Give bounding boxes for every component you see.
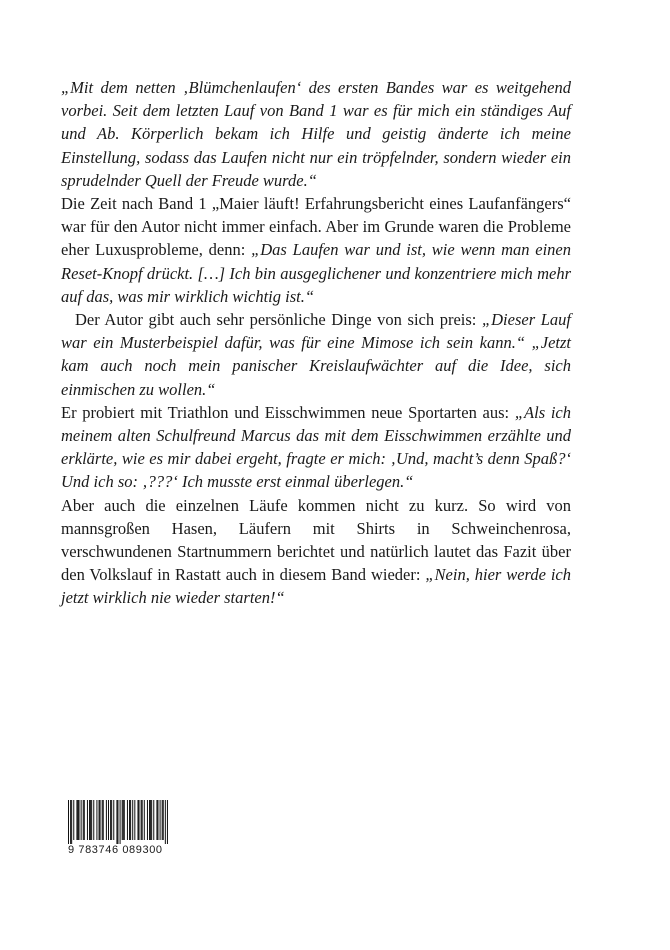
body-text: Der Autor gibt auch sehr persönliche Dinge von sich preis:	[75, 310, 482, 330]
isbn-barcode	[68, 800, 168, 858]
paragraph	[61, 308, 571, 401]
quote-text: „Das Laufen war und ist, wie wenn man einen Reset-Knopf drückt. […] Ich bin ausgeglichener und konzentriere mich mehr auf das, was mir wirklich wichtig ist.“	[61, 240, 571, 306]
quote-text: „Als ich meinem alten Schulfreund Marcus das mit dem Eisschwimmen erzählte und erklärte, wie es mir dabei ergeht, fragte er mich: ‚Und, macht’s denn Spaß?‘ Und ich so: ‚???‘ Ich musste erst einmal überlegen.“	[61, 402, 571, 492]
paragraph	[61, 401, 571, 494]
body-text: Aber auch die einzelnen Läufe kommen nicht zu kurz. So wird von mannsgroßen Hasen, Läufern mit Shirts in Schweinchenrosa, verschwundenen Startnummern berichtet und natürlich lautet das Fazit über den Volkslauf in Rastatt auch in diesem Band wieder:	[61, 495, 571, 585]
body-text: Er probiert mit Triathlon und Eisschwimmen neue Sportarten aus:	[61, 402, 515, 422]
barcode-bars	[68, 800, 168, 844]
quote-text: „Nein, hier werde ich jetzt wirklich nie wieder starten!“	[61, 565, 572, 608]
quote-text: „Mit dem netten ‚Blümchenlaufen‘ des ersten Bandes war es weitgehend vorbei. Seit dem letzten Lauf von Band 1 war es für mich ein ständiges Auf und Ab. Körperlich bekam ich Hilfe und geistig änderte ich meine Einstellung, sodass das Laufen nicht nur ein tröpfelnder, sondern wieder ein sprudelnder Quell der Freude wurde.“	[61, 78, 571, 190]
body-text: Die Zeit nach Band 1 „Maier läuft! Erfahrungsbericht eines Laufanfängers“ war für den Autor nicht immer einfach. Aber im Grunde waren die Probleme eher Luxusprobleme, denn:	[61, 194, 571, 260]
paragraph	[61, 494, 571, 610]
barcode-number: 9 783746 089300	[68, 844, 163, 856]
quote-text: „Dieser Lauf war ein Musterbeispiel dafür, was für eine Mimose ich sein kann.“ „Jetzt kam auch noch mein panischer Kreislaufwächter auf die Idee, sich einmischen zu wollen.“	[61, 310, 571, 399]
paragraph	[61, 76, 571, 192]
back-cover-text	[61, 76, 571, 610]
paragraph	[61, 192, 571, 308]
